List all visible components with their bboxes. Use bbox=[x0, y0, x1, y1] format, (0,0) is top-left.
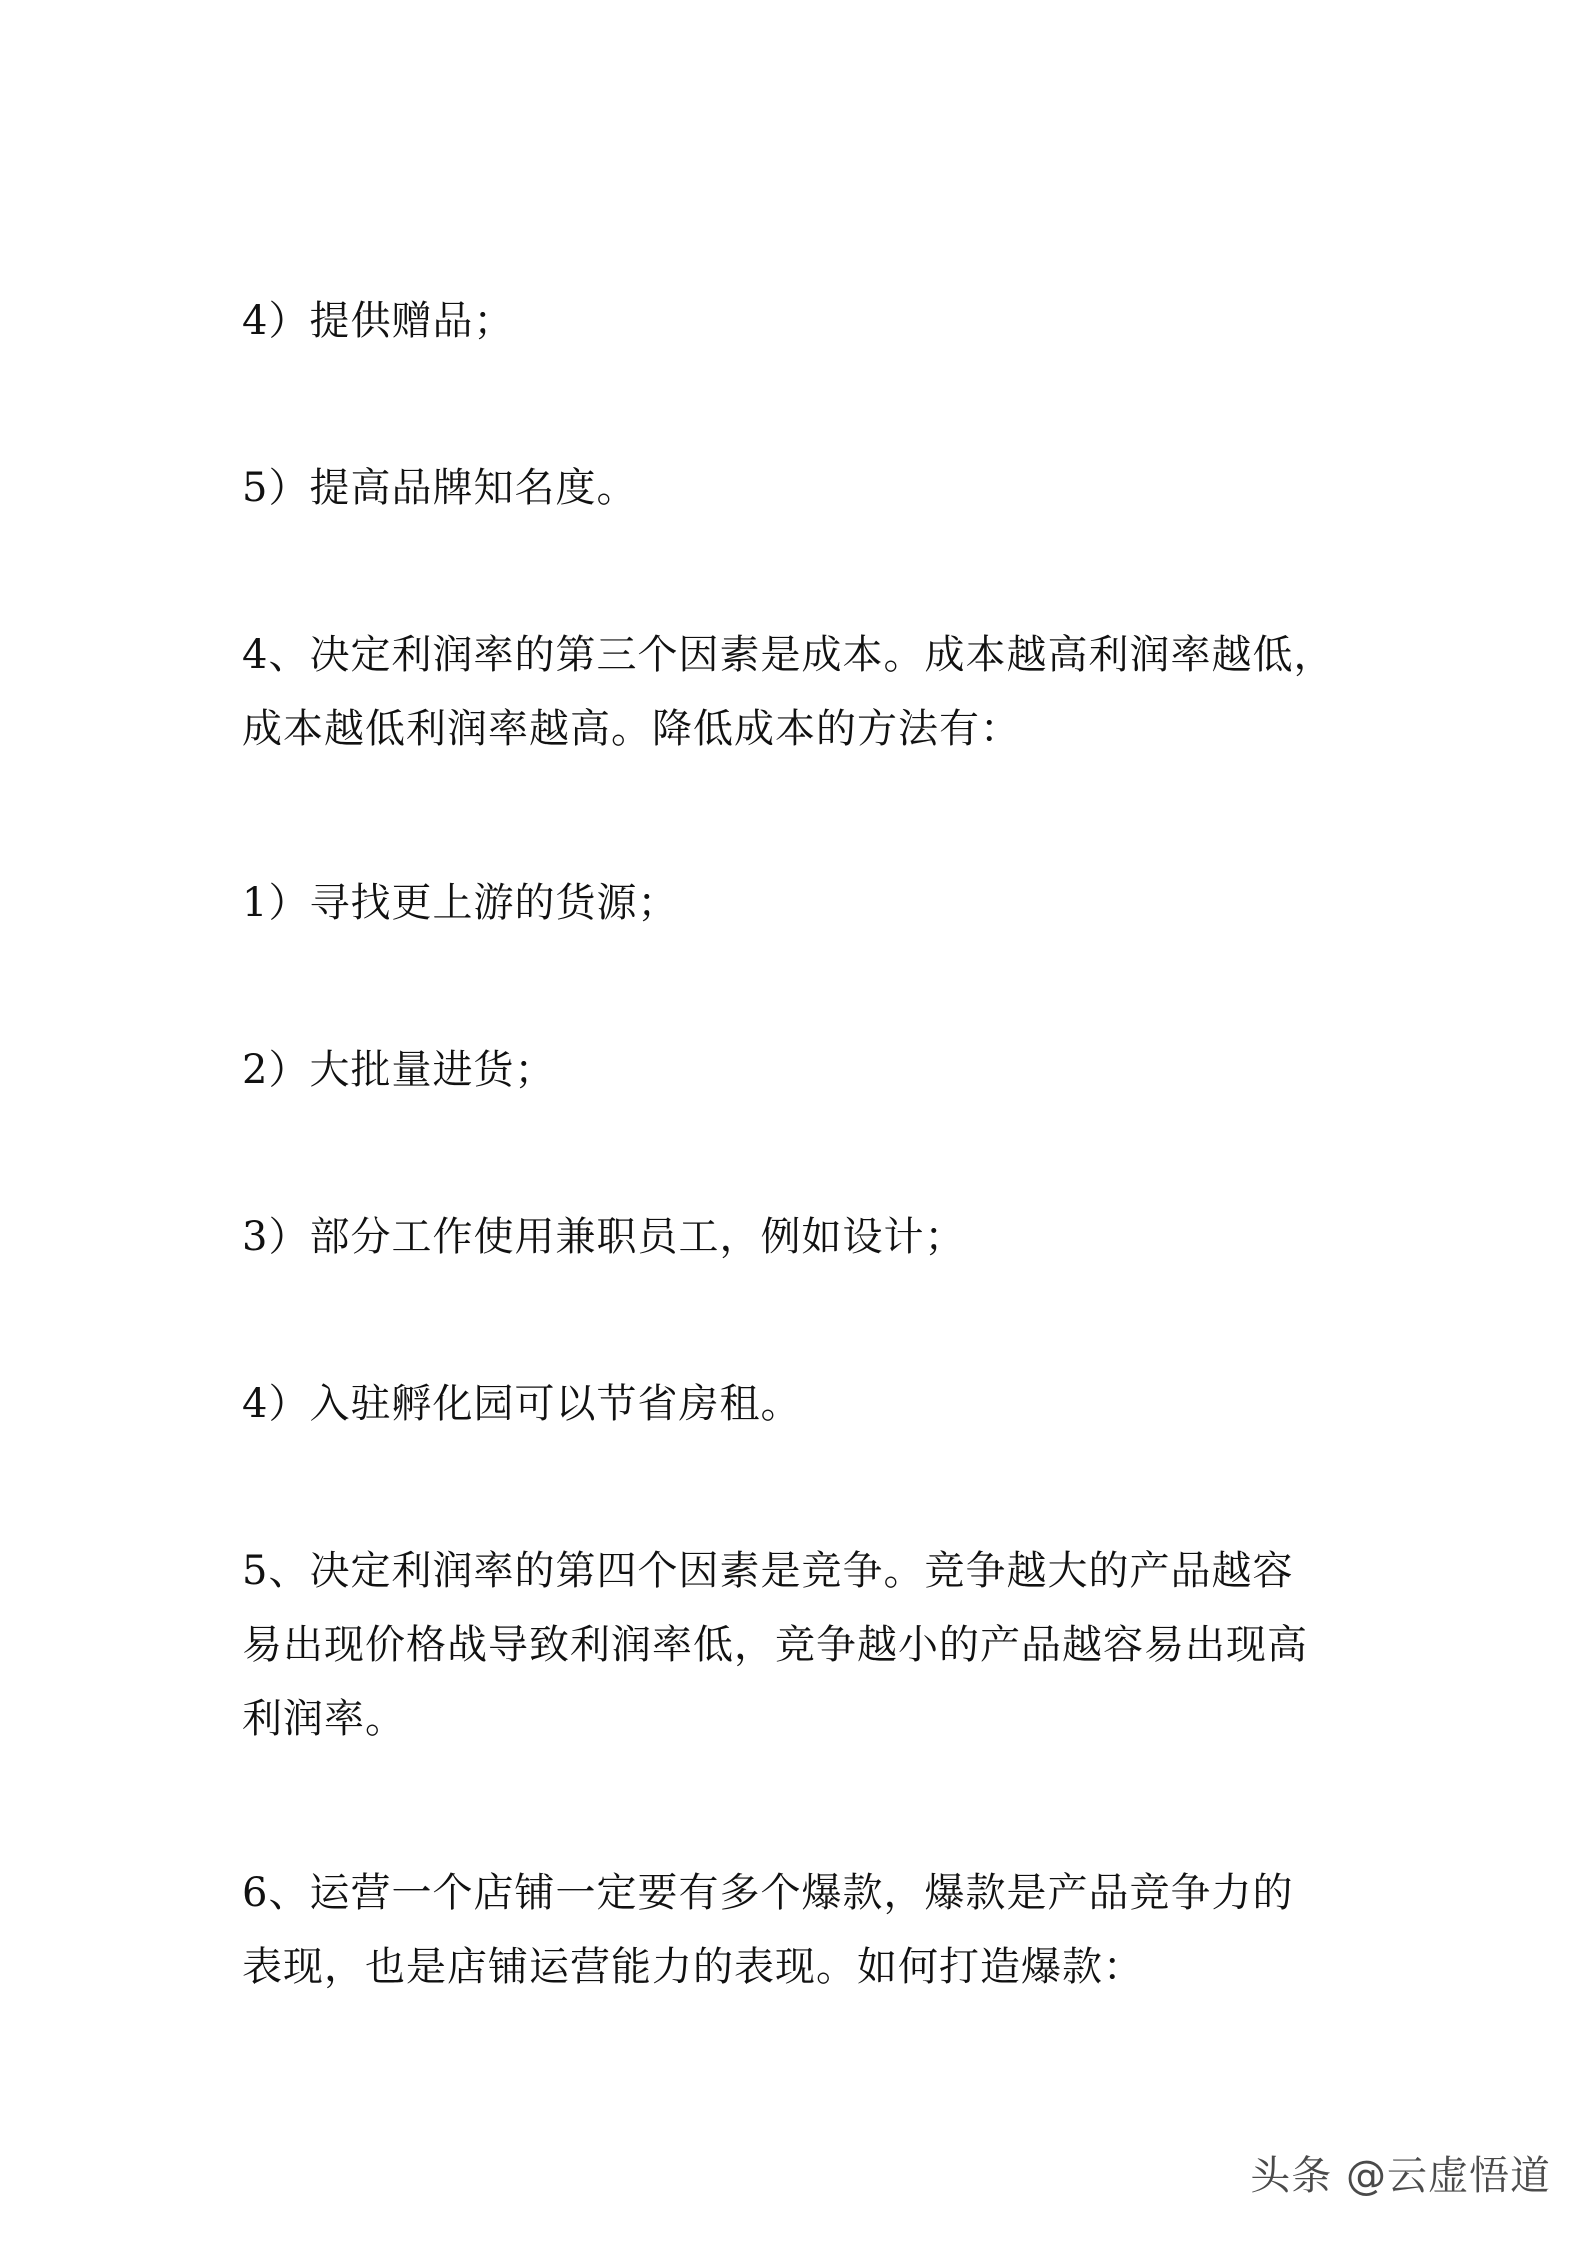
text-line: 3）部分工作使用兼职员工，例如设计； bbox=[242, 1214, 966, 1260]
watermark: 头条 @云虚悟道 bbox=[1250, 2153, 1551, 2199]
text-line: 易出现价格战导致利润率低，竞争越小的产品越容易出现高 bbox=[242, 1622, 1308, 1668]
list-item-brand-awareness bbox=[242, 451, 1352, 525]
text-line: 1）寻找更上游的货源； bbox=[242, 880, 679, 926]
paragraph-hot-products bbox=[242, 1856, 1352, 2004]
text-line: 2）大批量进货； bbox=[242, 1047, 556, 1093]
list-item-upstream-source bbox=[242, 866, 1352, 940]
text-line: 利润率。 bbox=[242, 1696, 406, 1742]
text-line: 表现，也是店铺运营能力的表现。如何打造爆款： bbox=[242, 1944, 1144, 1990]
list-item-bulk-purchase bbox=[242, 1033, 1352, 1107]
paragraph-competition-factor bbox=[242, 1534, 1352, 1756]
text-line: 6、运营一个店铺一定要有多个爆款，爆款是产品竞争力的 bbox=[242, 1870, 1294, 1916]
list-item-provide-gifts bbox=[242, 284, 1352, 358]
list-item-part-time-staff bbox=[242, 1200, 1352, 1274]
list-item-incubator-rent bbox=[242, 1367, 1352, 1441]
paragraph-cost-factor bbox=[242, 618, 1352, 766]
text-line: 5、决定利润率的第四个因素是竞争。竞争越大的产品越容 bbox=[242, 1548, 1294, 1594]
text-line: 4）提供赠品； bbox=[242, 298, 515, 344]
text-line: 成本越低利润率越高。降低成本的方法有： bbox=[242, 706, 1021, 752]
text-line: 5）提高品牌知名度。 bbox=[242, 465, 638, 511]
text-line: 4）入驻孵化园可以节省房租。 bbox=[242, 1381, 802, 1427]
text-line: 4、决定利润率的第三个因素是成本。成本越高利润率越低， bbox=[242, 632, 1335, 678]
